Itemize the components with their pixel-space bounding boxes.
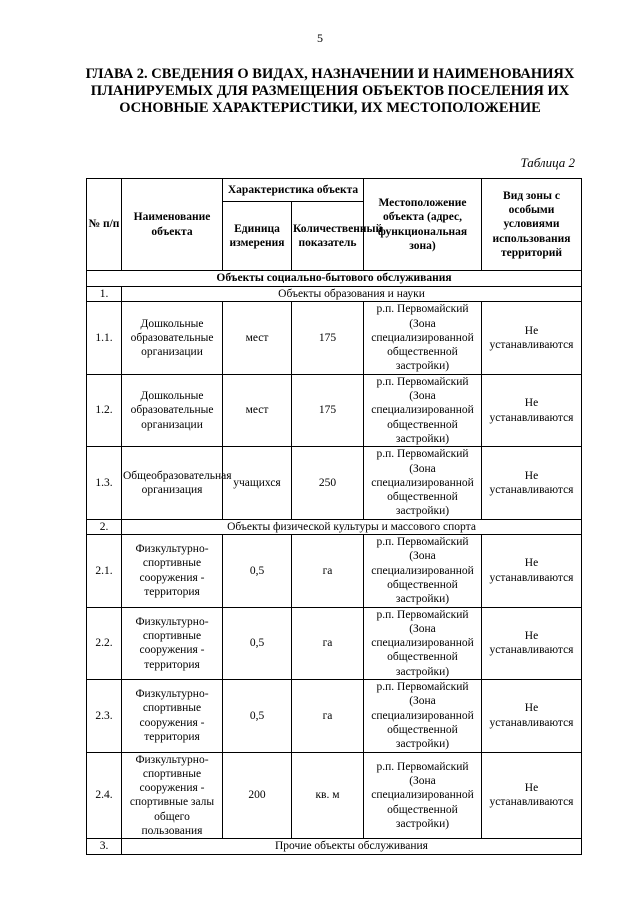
header-location: Местоположение объекта (адрес, функциональная зона) <box>364 179 482 271</box>
cell-unit: 200 <box>223 752 292 839</box>
cell-name: Физкультурно-спортивные сооружения - территория <box>122 680 223 752</box>
group-title: Объекты физической культуры и массового спорта <box>122 519 582 534</box>
cell-name: Дошкольные образовательные организации <box>122 374 223 446</box>
section-title: Объекты социально-бытового обслуживания <box>87 271 582 287</box>
header-zone: Вид зоны с особыми условиями использования территорий <box>482 179 582 271</box>
cell-name: Физкультурно-спортивные сооружения - спортивные залы общего пользования <box>122 752 223 839</box>
cell-num: 1.2. <box>87 374 122 446</box>
group-row <box>87 519 582 534</box>
cell-unit: мест <box>223 374 292 446</box>
cell-num: 2.4. <box>87 752 122 839</box>
cell-unit: учащихся <box>223 447 292 519</box>
cell-quantity: 175 <box>292 374 364 446</box>
cell-name: Общеобразовательная организация <box>122 447 223 519</box>
table-row <box>87 535 582 607</box>
table-row <box>87 680 582 752</box>
cell-quantity: га <box>292 680 364 752</box>
cell-name: Физкультурно-спортивные сооружения - территория <box>122 535 223 607</box>
header-num: № п/п <box>87 179 122 271</box>
table-row <box>87 447 582 519</box>
group-row <box>87 839 582 854</box>
table-caption: Таблица 2 <box>520 155 575 170</box>
cell-name: Физкультурно-спортивные сооружения - территория <box>122 607 223 679</box>
cell-location: р.п. Первомайский (Зона специализированной общественной застройки) <box>364 752 482 839</box>
cell-unit: 0,5 <box>223 680 292 752</box>
group-num: 3. <box>87 839 122 854</box>
cell-num: 1.3. <box>87 447 122 519</box>
cell-quantity: кв. м <box>292 752 364 839</box>
cell-unit: 0,5 <box>223 607 292 679</box>
group-num: 2. <box>87 519 122 534</box>
cell-location: р.п. Первомайский (Зона специализированной общественной застройки) <box>364 535 482 607</box>
table-row <box>87 302 582 374</box>
cell-num: 2.2. <box>87 607 122 679</box>
cell-zone: Не устанавливаются <box>482 752 582 839</box>
cell-location: р.п. Первомайский (Зона специализированной общественной застройки) <box>364 607 482 679</box>
cell-unit: мест <box>223 302 292 374</box>
cell-location: р.п. Первомайский (Зона специализированной общественной застройки) <box>364 302 482 374</box>
table-row <box>87 374 582 446</box>
group-num: 1. <box>87 287 122 302</box>
header-unit: Единица измерения <box>223 202 292 271</box>
header-characteristic: Характеристика объекта <box>223 179 364 202</box>
group-title: Прочие объекты обслуживания <box>122 839 582 854</box>
cell-zone: Не устанавливаются <box>482 302 582 374</box>
table-row <box>87 607 582 679</box>
cell-quantity: га <box>292 607 364 679</box>
cell-zone: Не устанавливаются <box>482 374 582 446</box>
page-number: 5 <box>317 31 323 45</box>
header-quantity: Количественный показатель <box>292 202 364 271</box>
cell-num: 2.1. <box>87 535 122 607</box>
objects-table <box>86 178 582 855</box>
header-name: Наименование объекта <box>122 179 223 271</box>
cell-zone: Не устанавливаются <box>482 607 582 679</box>
cell-location: р.п. Первомайский (Зона специализированной общественной застройки) <box>364 374 482 446</box>
cell-location: р.п. Первомайский (Зона специализированной общественной застройки) <box>364 447 482 519</box>
cell-quantity: 250 <box>292 447 364 519</box>
chapter-title: ГЛАВА 2. СВЕДЕНИЯ О ВИДАХ, НАЗНАЧЕНИИ И НАИМЕНОВАНИЯХ ПЛАНИРУЕМЫХ ДЛЯ РАЗМЕЩЕНИЯ ОБЪЕКТОВ ПОСЕЛЕНИЯ ИХ ОСНОВНЫЕ ХАРАКТЕРИСТИКИ, ИХ МЕСТОПОЛОЖЕНИЕ <box>85 66 575 116</box>
cell-quantity: га <box>292 535 364 607</box>
group-row <box>87 287 582 302</box>
cell-num: 1.1. <box>87 302 122 374</box>
cell-name: Дошкольные образовательные организации <box>122 302 223 374</box>
table-row <box>87 752 582 839</box>
cell-num: 2.3. <box>87 680 122 752</box>
cell-zone: Не устанавливаются <box>482 535 582 607</box>
cell-zone: Не устанавливаются <box>482 680 582 752</box>
cell-quantity: 175 <box>292 302 364 374</box>
cell-unit: 0,5 <box>223 535 292 607</box>
cell-location: р.п. Первомайский (Зона специализированной общественной застройки) <box>364 680 482 752</box>
cell-zone: Не устанавливаются <box>482 447 582 519</box>
group-title: Объекты образования и науки <box>122 287 582 302</box>
